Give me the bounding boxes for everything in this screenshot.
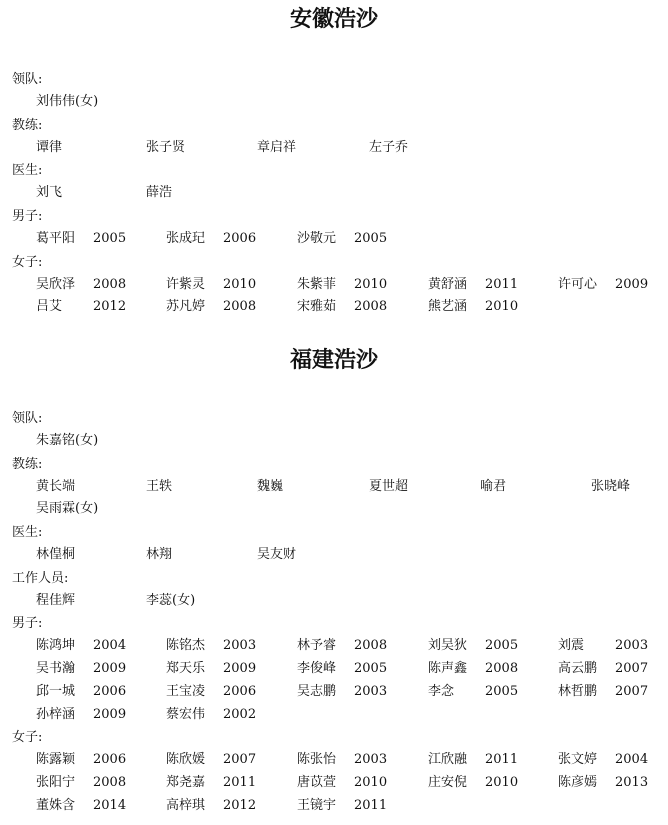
- birth-year: 2008: [354, 638, 388, 654]
- athlete-name: 郑天乐: [166, 661, 206, 677]
- athlete-row: [0, 228, 668, 251]
- athlete-name: 陈露颖: [36, 752, 76, 768]
- athlete-name: 吴志鹏: [297, 683, 337, 699]
- section-label: 领队:: [12, 411, 43, 426]
- section-label: 医生:: [12, 525, 43, 541]
- athlete-name: 沙敬元: [297, 231, 337, 247]
- birth-year: 2003: [615, 638, 649, 654]
- athlete-row: [0, 658, 668, 681]
- athlete-entry: [428, 681, 519, 704]
- staff-name: 张子贤: [146, 139, 186, 155]
- section-label: 男子:: [12, 209, 43, 225]
- athlete-entry: [297, 795, 388, 818]
- staff-row: [0, 137, 668, 160]
- staff-row: [0, 544, 668, 567]
- athlete-entry: [36, 228, 127, 251]
- athlete-entry: [36, 795, 127, 818]
- athlete-name: 葛平阳: [36, 231, 76, 247]
- birth-year: 2011: [485, 276, 519, 292]
- birth-year: 2011: [485, 752, 519, 768]
- birth-year: 2008: [93, 276, 127, 292]
- section-label: 工作人员:: [12, 570, 69, 586]
- athlete-entry: [297, 296, 388, 319]
- birth-year: 2010: [485, 774, 519, 790]
- athlete-entry: [36, 635, 127, 658]
- section-label: 女子:: [12, 730, 43, 746]
- athlete-entry: [297, 658, 388, 681]
- birth-year: 2003: [354, 752, 388, 768]
- athlete-name: 董姝含: [36, 797, 76, 813]
- athlete-name: 陈声鑫: [428, 661, 468, 677]
- team-title: 安徽浩沙: [289, 6, 378, 32]
- athlete-entry: [166, 749, 257, 772]
- athlete-name: 陈鸿坤: [36, 638, 76, 654]
- birth-year: 2002: [223, 706, 257, 722]
- birth-year: 2010: [485, 299, 519, 315]
- athlete-name: 邱一城: [36, 683, 76, 699]
- athlete-name: 高梓琪: [166, 797, 206, 813]
- section-label: 领队:: [12, 72, 43, 87]
- staff-name: 夏世超: [369, 478, 409, 494]
- athlete-name: 蔡宏伟: [166, 706, 206, 722]
- athlete-row: [0, 749, 668, 772]
- staff-name: 薛浩: [146, 185, 173, 201]
- birth-year: 2005: [93, 231, 127, 247]
- staff-name: 吴雨霖(女): [36, 501, 99, 517]
- staff-name: 谭律: [36, 139, 63, 155]
- athlete-name: 郑尧嘉: [166, 774, 206, 790]
- athlete-name: 高云鹏: [558, 661, 598, 677]
- athlete-entry: [428, 635, 519, 658]
- athlete-name: 黄舒涵: [428, 276, 468, 292]
- athlete-name: 张文婷: [558, 752, 598, 768]
- staff-name: 林翔: [146, 547, 173, 563]
- birth-year: 2005: [485, 638, 519, 654]
- athlete-name: 刘震: [558, 638, 585, 654]
- athlete-name: 朱紫菲: [297, 276, 337, 292]
- staff-name: 黄长端: [36, 478, 76, 494]
- birth-year: 2003: [354, 683, 388, 699]
- section-label: 教练:: [12, 456, 43, 472]
- athlete-entry: [558, 658, 649, 681]
- birth-year: 2008: [93, 774, 127, 790]
- birth-year: 2011: [354, 797, 388, 813]
- birth-year: 2010: [354, 774, 388, 790]
- athlete-name: 宋雅茹: [297, 299, 337, 315]
- athlete-name: 陈彦嫣: [558, 774, 598, 790]
- athlete-name: 江欣融: [428, 752, 468, 768]
- athlete-name: 林予睿: [297, 638, 337, 654]
- staff-row: [0, 430, 668, 453]
- birth-year: 2008: [354, 299, 388, 315]
- staff-row: [0, 182, 668, 205]
- birth-year: 2003: [223, 638, 257, 654]
- staff-name: 王轶: [146, 478, 173, 494]
- athlete-entry: [36, 296, 127, 319]
- birth-year: 2009: [615, 276, 649, 292]
- athlete-entry: [297, 749, 388, 772]
- birth-year: 2008: [223, 299, 257, 315]
- birth-year: 2012: [93, 299, 127, 315]
- athlete-entry: [166, 795, 257, 818]
- athlete-entry: [36, 749, 127, 772]
- athlete-row: [0, 795, 668, 818]
- athlete-entry: [297, 635, 388, 658]
- athlete-name: 吴书瀚: [36, 661, 76, 677]
- athlete-entry: [558, 274, 649, 297]
- athlete-entry: [36, 274, 127, 297]
- athlete-entry: [166, 772, 257, 795]
- athlete-name: 林哲鹏: [558, 683, 598, 699]
- staff-name: 刘伟伟(女): [36, 94, 99, 109]
- birth-year: 2010: [354, 276, 388, 292]
- athlete-name: 刘吴狄: [428, 638, 468, 654]
- section-label: 男子:: [12, 616, 43, 632]
- staff-name: 林偟桐: [36, 547, 76, 563]
- staff-row: [0, 590, 668, 613]
- athlete-entry: [428, 658, 519, 681]
- athlete-name: 许可心: [558, 276, 598, 292]
- athlete-entry: [297, 274, 388, 297]
- staff-name: 章启祥: [257, 139, 297, 155]
- staff-name: 刘飞: [36, 185, 63, 201]
- birth-year: 2008: [485, 661, 519, 677]
- athlete-entry: [36, 704, 127, 727]
- athlete-entry: [428, 274, 519, 297]
- birth-year: 2010: [223, 276, 257, 292]
- birth-year: 2004: [615, 752, 649, 768]
- athlete-row: [0, 635, 668, 658]
- athlete-name: 吕艾: [36, 299, 63, 315]
- birth-year: 2014: [93, 797, 127, 813]
- athlete-name: 王宝凌: [166, 683, 206, 699]
- athlete-row: [0, 681, 668, 704]
- team-block: [0, 4, 668, 319]
- staff-row: [0, 476, 668, 499]
- birth-year: 2006: [93, 752, 127, 768]
- birth-year: 2007: [615, 661, 649, 677]
- staff-name: 程佳辉: [36, 592, 76, 608]
- athlete-entry: [166, 635, 257, 658]
- athlete-entry: [36, 772, 127, 795]
- athlete-entry: [558, 772, 649, 795]
- athlete-entry: [166, 704, 257, 727]
- birth-year: 2005: [354, 661, 388, 677]
- birth-year: 2007: [615, 683, 649, 699]
- staff-name: 李蕊(女): [146, 592, 196, 608]
- athlete-name: 王镜宇: [297, 797, 337, 813]
- section-label: 女子:: [12, 254, 43, 270]
- athlete-entry: [166, 228, 257, 251]
- athlete-entry: [166, 274, 257, 297]
- birth-year: 2005: [485, 683, 519, 699]
- athlete-row: [0, 274, 668, 297]
- section-label: 医生:: [12, 163, 43, 179]
- birth-year: 2006: [223, 683, 257, 699]
- athlete-entry: [428, 749, 519, 772]
- athlete-name: 张成玘: [166, 231, 206, 247]
- athlete-entry: [297, 681, 388, 704]
- athlete-row: [0, 704, 668, 727]
- athlete-name: 陈铭杰: [166, 638, 206, 654]
- birth-year: 2013: [615, 774, 649, 790]
- athlete-name: 吴欣泽: [36, 276, 76, 292]
- athlete-name: 陈欣媛: [166, 752, 206, 768]
- birth-year: 2009: [93, 661, 127, 677]
- athlete-entry: [166, 658, 257, 681]
- team-title: 福建浩沙: [289, 347, 378, 373]
- athlete-name: 孙梓涵: [36, 706, 76, 722]
- staff-name: 朱嘉铭(女): [36, 433, 99, 448]
- title-spacer: [0, 375, 668, 407]
- birth-year: 2012: [223, 797, 257, 813]
- title-spacer: [0, 34, 668, 68]
- athlete-name: 唐苡萱: [297, 774, 337, 790]
- athlete-row: [0, 296, 668, 319]
- birth-year: 2004: [93, 638, 127, 654]
- athlete-name: 李俊峰: [297, 661, 337, 677]
- athlete-entry: [36, 658, 127, 681]
- birth-year: 2011: [223, 774, 257, 790]
- athlete-name: 陈张怡: [297, 752, 337, 768]
- staff-name: 吴友财: [257, 547, 297, 563]
- athlete-entry: [297, 228, 388, 251]
- team-block: [0, 345, 668, 817]
- athlete-entry: [297, 772, 388, 795]
- birth-year: 2006: [93, 683, 127, 699]
- athlete-entry: [558, 635, 649, 658]
- athlete-entry: [166, 296, 257, 319]
- athlete-entry: [428, 296, 519, 319]
- staff-row: [0, 91, 668, 114]
- athlete-entry: [428, 772, 519, 795]
- staff-name: 喻君: [480, 478, 507, 494]
- staff-name: 左子乔: [369, 139, 409, 155]
- staff-name: 魏巍: [257, 478, 284, 494]
- section-label: 教练:: [12, 117, 43, 133]
- athlete-entry: [166, 681, 257, 704]
- staff-row: [0, 498, 668, 521]
- athlete-entry: [36, 681, 127, 704]
- athlete-name: 庄安倪: [428, 774, 468, 790]
- athlete-name: 许紫灵: [166, 276, 206, 292]
- birth-year: 2009: [223, 661, 257, 677]
- athlete-entry: [558, 681, 649, 704]
- athlete-name: 熊艺涵: [428, 299, 468, 315]
- birth-year: 2007: [223, 752, 257, 768]
- birth-year: 2005: [354, 231, 388, 247]
- athlete-row: [0, 772, 668, 795]
- birth-year: 2009: [93, 706, 127, 722]
- athlete-name: 李念: [428, 683, 455, 699]
- athlete-name: 张阳宁: [36, 774, 76, 790]
- athlete-name: 苏凡婷: [166, 299, 206, 315]
- athlete-entry: [558, 749, 649, 772]
- birth-year: 2006: [223, 231, 257, 247]
- staff-name: 张晓峰: [591, 478, 631, 494]
